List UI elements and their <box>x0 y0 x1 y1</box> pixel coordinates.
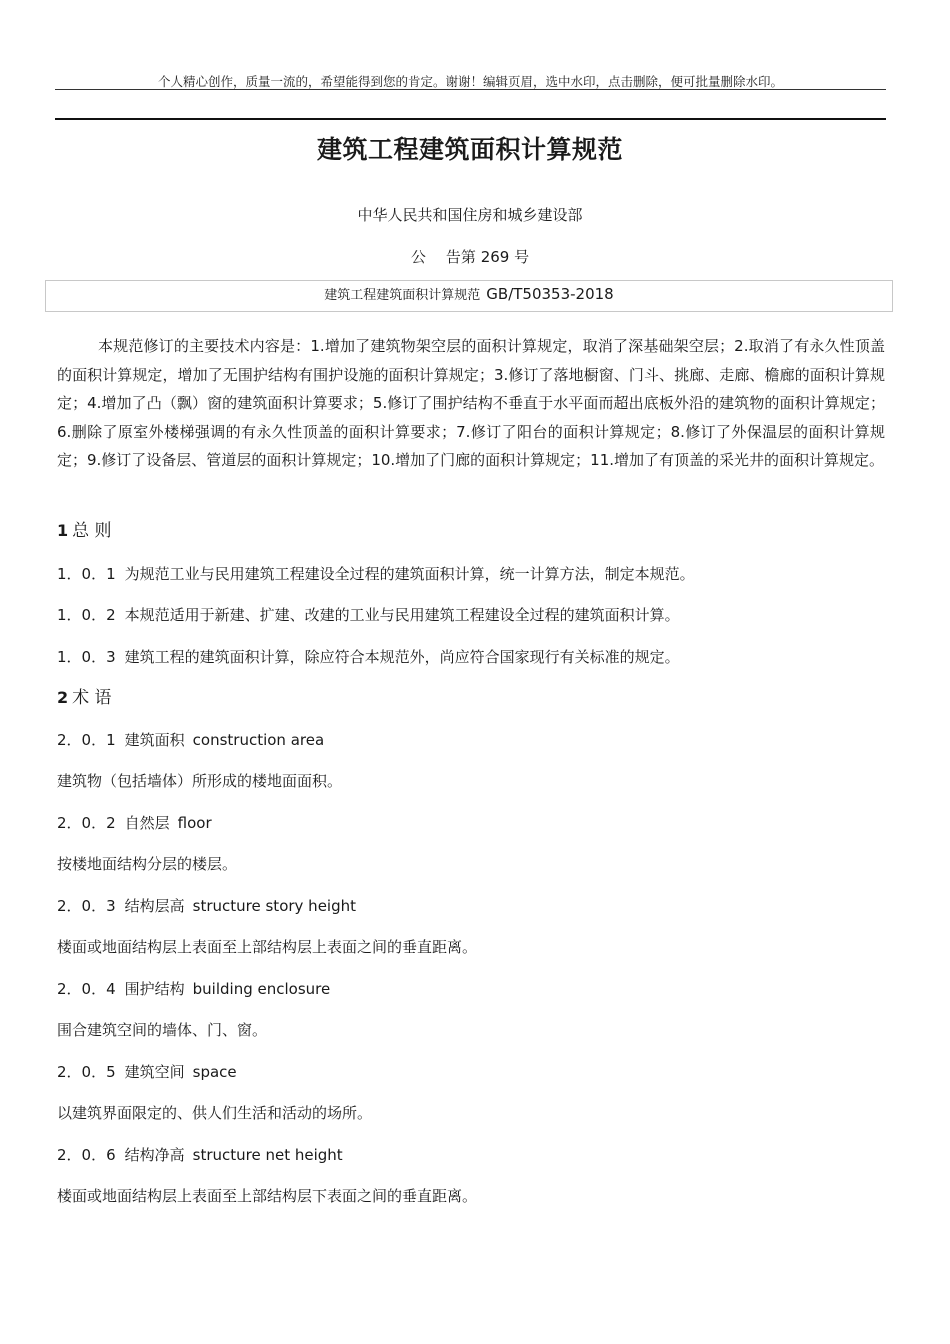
term-2-0-2 <box>57 812 897 833</box>
term-number: 2．0．1 <box>57 731 116 749</box>
term-name: 结构层高 <box>124 897 185 915</box>
term-english: structure net height <box>192 1146 343 1164</box>
standard-name: 建筑工程建筑面积计算规范 <box>324 288 481 303</box>
section-1-title: 总 则 <box>72 521 112 541</box>
section-2-number: 2 <box>57 688 69 707</box>
section-1-heading <box>57 516 112 541</box>
header-note: 个人精心创作，质量一流的，希望能得到您的肯定。谢谢！编辑页眉，选中水印，点击删除，便可批量删除水印。 <box>157 74 783 89</box>
clause-number: 1．0．1 <box>57 565 116 583</box>
term-2-0-5-definition: 以建筑界面限定的、供人们生活和活动的场所。 <box>57 1104 373 1122</box>
issuer: 中华人民共和国住房和城乡建设部 <box>357 206 583 224</box>
term-number: 2．0．5 <box>57 1063 116 1081</box>
term-2-0-6 <box>57 1144 897 1165</box>
term-english: space <box>192 1063 237 1081</box>
term-name: 围护结构 <box>124 980 185 998</box>
clause-number: 1．0．3 <box>57 648 116 666</box>
term-number: 2．0．2 <box>57 814 116 832</box>
announcement-prefix: 公 <box>410 248 426 266</box>
title-rule <box>55 118 886 120</box>
term-2-0-1-definition: 建筑物（包括墙体）所形成的楼地面面积。 <box>57 772 343 790</box>
term-2-0-3 <box>57 895 897 916</box>
term-english: construction area <box>192 731 325 749</box>
term-number: 2．0．6 <box>57 1146 116 1164</box>
announcement-text: 告第 269 号 <box>445 248 530 266</box>
term-name: 建筑空间 <box>124 1063 185 1081</box>
term-2-0-6-definition: 楼面或地面结构层上表面至上部结构层下表面之间的垂直距离。 <box>57 1187 478 1205</box>
term-2-0-3-definition: 楼面或地面结构层上表面至上部结构层上表面之间的垂直距离。 <box>57 938 478 956</box>
term-name: 自然层 <box>124 814 170 832</box>
clause-text: 建筑工程的建筑面积计算，除应符合本规范外，尚应符合国家现行有关标准的规定。 <box>124 648 680 666</box>
clause-number: 1．0．2 <box>57 606 116 624</box>
term-2-0-5 <box>57 1061 897 1082</box>
standard-code: GB/T50353-2018 <box>486 285 614 303</box>
term-english: floor <box>177 814 212 832</box>
term-2-0-2-definition: 按楼地面结构分层的楼层。 <box>57 855 238 873</box>
document-title: 建筑工程建筑面积计算规范 <box>316 135 623 164</box>
clause-text: 本规范适用于新建、扩建、改建的工业与民用建筑工程建设全过程的建筑面积计算。 <box>124 606 680 624</box>
header-rule <box>55 89 886 90</box>
intro-paragraph: 本规范修订的主要技术内容是：1.增加了建筑物架空层的面积计算规定，取消了深基础架空层；2.取消了有永久性顶盖的面积计算规定，增加了无围护结构有围护设施的面积计算规定；3.修订了落地橱窗、门斗、挑廊、走廊、檐廊的面积计算规定；4.增加了凸（飘）窗的建筑面积计算要求；5.修订了围护结构不垂直于水平面而超出底板外沿的建筑物的面积计算规定；6.删除了原室外楼梯强调的有永久性顶盖的面积计算要求；7.修订了阳台的面积计算规定；8.修订了外保温层的面积计算规定；9.修订了设备层、管道层的面积计算规定；10.增加了门廊的面积计算规定；11.增加了有顶盖的采光井的面积计算规定。 <box>57 337 885 470</box>
clause-1-0-2 <box>57 604 897 625</box>
term-number: 2．0．4 <box>57 980 116 998</box>
clause-1-0-1 <box>57 563 897 584</box>
term-2-0-4 <box>57 978 897 999</box>
announcement <box>0 246 940 267</box>
term-english: building enclosure <box>192 980 331 998</box>
term-2-0-1 <box>57 729 897 750</box>
term-english: structure story height <box>192 897 356 915</box>
term-name: 建筑面积 <box>124 731 185 749</box>
term-name: 结构净高 <box>124 1146 185 1164</box>
section-1-number: 1 <box>57 521 69 540</box>
section-2-heading <box>57 683 112 708</box>
clause-text: 为规范工业与民用建筑工程建设全过程的建筑面积计算，统一计算方法，制定本规范。 <box>124 565 695 583</box>
section-2-title: 术 语 <box>72 688 112 708</box>
term-number: 2．0．3 <box>57 897 116 915</box>
clause-1-0-3 <box>57 646 897 667</box>
term-2-0-4-definition: 围合建筑空间的墙体、门、窗。 <box>57 1021 268 1039</box>
standard-box <box>45 280 893 312</box>
